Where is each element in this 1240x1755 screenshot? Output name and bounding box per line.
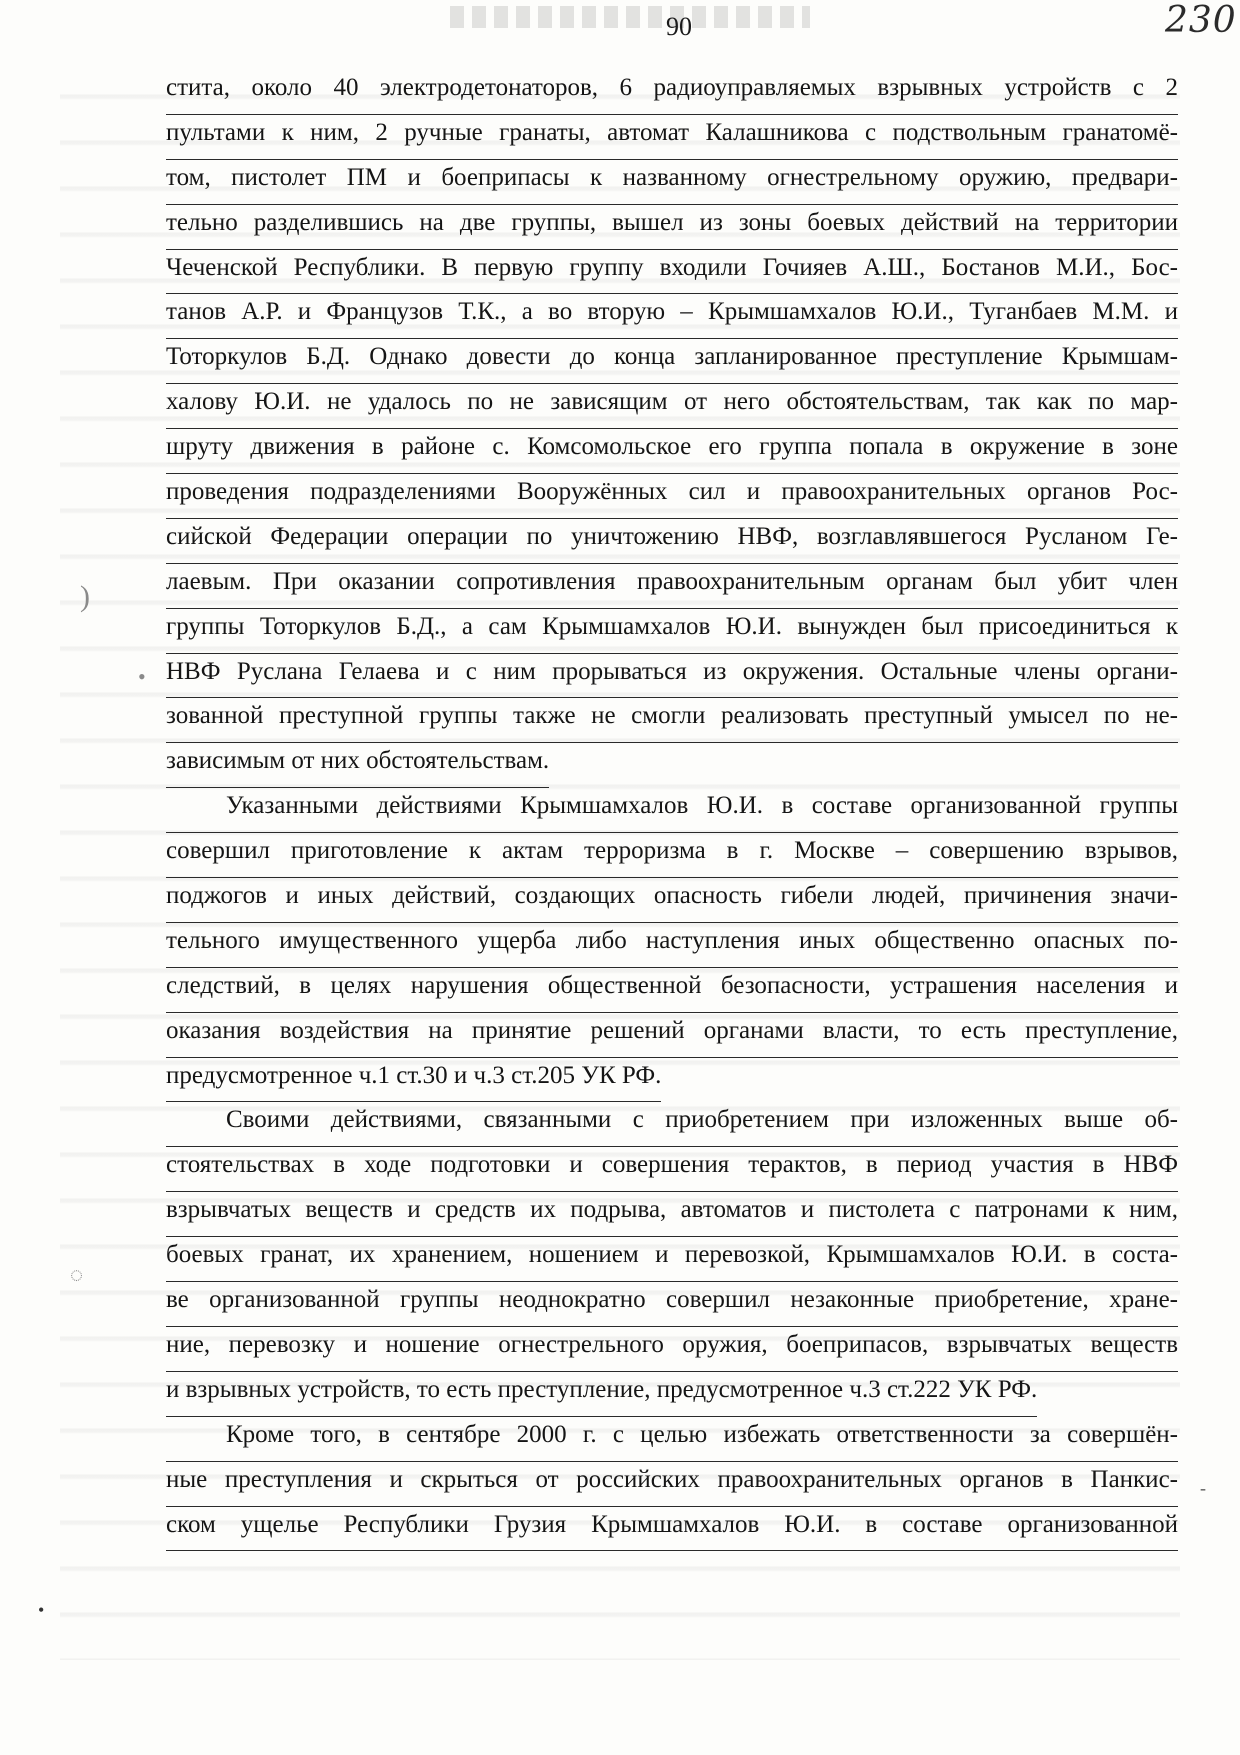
document-body	[166, 70, 1178, 1551]
text-line: НВФ Руслана Гелаева и с ним прорываться из окружения. Остальные члены органи-	[166, 654, 1178, 699]
text-line: танов А.Р. и Французов Т.К., а во вторую – Крымшамхалов Ю.И., Туганбаев М.М. и	[166, 294, 1178, 339]
text-line: взрывчатых веществ и средств их подрыва, автоматов и пистолета с патронами к ним,	[166, 1192, 1178, 1237]
text-line: стита, около 40 электродетонаторов, 6 радиоуправляемых взрывных устройств с 2	[166, 70, 1178, 115]
paragraph-first-line: Кроме того, в сентябре 2000 г. с целью избежать ответственности за совершён-	[166, 1417, 1178, 1462]
text-line: Чеченской Республики. В первую группу входили Гочияев А.Ш., Бостанов М.И., Бос-	[166, 250, 1178, 295]
text-line: халову Ю.И. не удалось по не зависящим от него обстоятельствам, так как по мар-	[166, 384, 1178, 429]
text-line: ние, перевозку и ношение огнестрельного оружия, боеприпасов, взрывчатых веществ	[166, 1327, 1178, 1372]
text-line: том, пистолет ПМ и боеприпасы к названному огнестрельному оружию, предвари-	[166, 160, 1178, 205]
text-line: зависимым от них обстоятельствам.	[166, 743, 549, 788]
margin-dot: •	[138, 664, 146, 689]
margin-dot: -	[1200, 1478, 1206, 1498]
text-line: пультами к ним, 2 ручные гранаты, автомат Калашникова с подствольным гранатомё-	[166, 115, 1178, 160]
text-line: предусмотренное ч.1 ст.30 и ч.3 ст.205 УК РФ.	[166, 1058, 661, 1103]
text-line: следствий, в целях нарушения общественной безопасности, устрашения населения и	[166, 968, 1178, 1013]
text-line: группы Тоторкулов Б.Д., а сам Крымшамхалов Ю.И. вынужден был присоединиться к	[166, 609, 1178, 654]
text-line: ные преступления и скрыться от российских правоохранительных органов в Панкис-	[166, 1462, 1178, 1507]
paragraph-first-line: Указанными действиями Крымшамхалов Ю.И. в составе организованной группы	[166, 788, 1178, 833]
text-line: тельного имущественного ущерба либо наступления иных общественно опасных по-	[166, 923, 1178, 968]
page-number: 90	[666, 12, 692, 41]
faint-header-marks	[450, 6, 810, 28]
text-line: поджогов и иных действий, создающих опасность гибели людей, причинения значи-	[166, 878, 1178, 923]
text-line: шруту движения в районе с. Комсомольское его группа попала в окружение в зоне	[166, 429, 1178, 474]
text-line: совершил приготовление к актам терроризма в г. Москве – совершению взрывов,	[166, 833, 1178, 878]
handwritten-sheet-number: 230	[1165, 0, 1237, 41]
text-line: боевых гранат, их хранением, ношением и перевозкой, Крымшамхалов Ю.И. в соста-	[166, 1237, 1178, 1282]
punch-hole-mark: )	[80, 580, 90, 613]
punch-hole-mark: ◌	[70, 1262, 84, 1287]
text-line: лаевым. При оказании сопротивления правоохранительным органам был убит член	[166, 564, 1178, 609]
text-line: и взрывных устройств, то есть преступление, предусмотренное ч.3 ст.222 УК РФ.	[166, 1372, 1037, 1417]
text-line: тельно разделившись на две группы, вышел из зоны боевых действий на территории	[166, 205, 1178, 250]
text-line: ском ущелье Республики Грузия Крымшамхалов Ю.И. в составе организованной	[166, 1507, 1178, 1552]
text-line: стоятельствах в ходе подготовки и совершения терактов, в период участия в НВФ	[166, 1147, 1178, 1192]
paragraph-first-line: Своими действиями, связанными с приобретением при изложенных выше об-	[166, 1102, 1178, 1147]
text-line: оказания воздействия на принятие решений органами власти, то есть преступление,	[166, 1013, 1178, 1058]
text-line: зованной преступной группы также не смогли реализовать преступный умысел по не-	[166, 698, 1178, 743]
text-line: ве организованной группы неоднократно совершил незаконные приобретение, хране-	[166, 1282, 1178, 1327]
text-line: сийской Федерации операции по уничтожению НВФ, возглавлявшегося Русланом Ге-	[166, 519, 1178, 564]
text-line: Тоторкулов Б.Д. Однако довести до конца запланированное преступление Крымшам-	[166, 339, 1178, 384]
text-line: проведения подразделениями Вооружённых сил и правоохранительных органов Рос-	[166, 474, 1178, 519]
margin-dot: •	[38, 1600, 45, 1620]
